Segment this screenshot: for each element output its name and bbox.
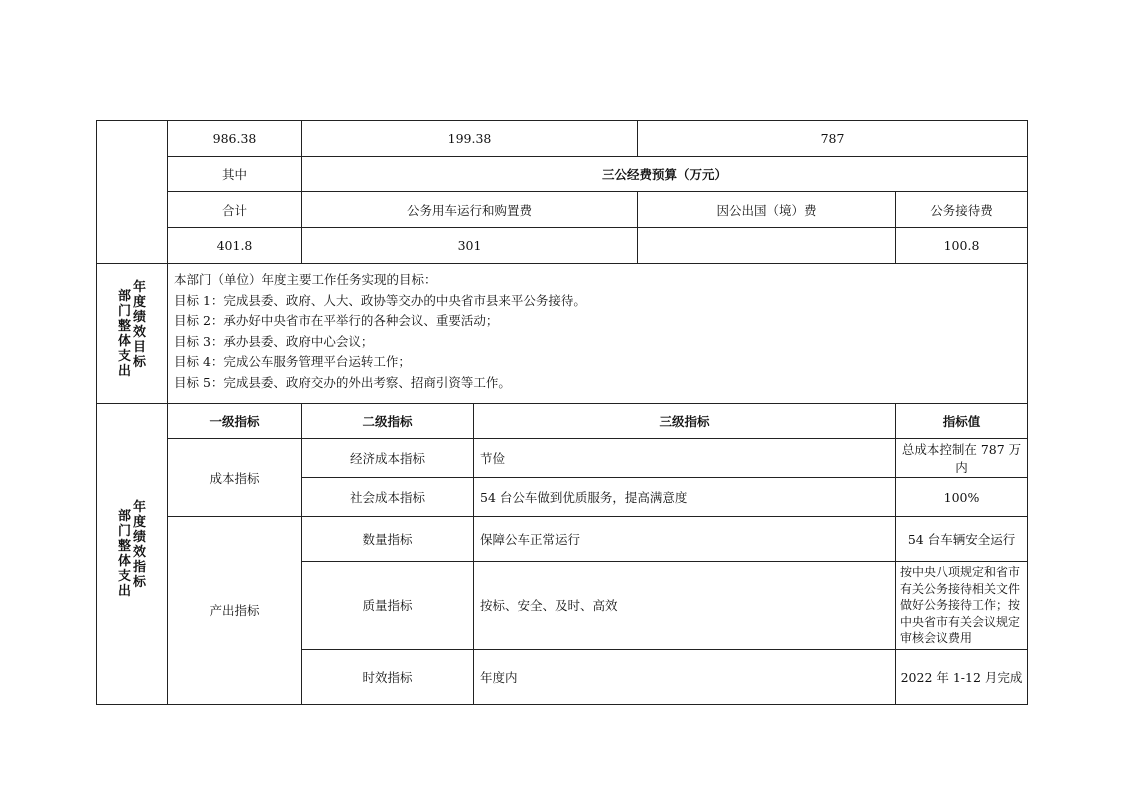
indicator-header-row (97, 404, 1028, 439)
budget-values-row (97, 121, 1028, 157)
cost-indicator-label: 成本指标 (168, 439, 302, 517)
goals-text (168, 264, 1028, 404)
goal-item: 目标 4：完成公车服务管理平台运转工作； (174, 354, 411, 369)
output-indicator-label: 产出指标 (168, 517, 302, 705)
sangong-amount-row (97, 228, 1028, 264)
project-budget-cell: 787 (638, 121, 1028, 157)
table-row (97, 439, 1028, 478)
sangong-header-row (97, 192, 1028, 228)
amount-total: 401.8 (168, 228, 302, 264)
header-total: 合计 (168, 192, 302, 228)
sangong-title-row (97, 157, 1028, 192)
value-cell: 100% (896, 478, 1028, 517)
level3-cell: 按标、安全、及时、高效 (474, 562, 896, 650)
header-overseas: 因公出国（境）费 (638, 192, 896, 228)
level3-cell: 节俭 (474, 439, 896, 478)
amount-overseas (638, 228, 896, 264)
header-level3: 三级指标 (474, 404, 896, 439)
amount-reception: 100.8 (896, 228, 1028, 264)
budget-side-cell (97, 121, 168, 264)
level2-cell: 社会成本指标 (302, 478, 474, 517)
document-page (96, 120, 1027, 705)
goal-item: 目标 5：完成县委、政府交办的外出考察、招商引资等工作。 (174, 374, 511, 390)
value-cell: 按中央八项规定和省市有关公务接待相关文件做好公务接待工作；按中央省市有关会议规定审核会议费用 (896, 562, 1028, 650)
level2-cell: 经济成本指标 (302, 439, 474, 478)
table-row (97, 517, 1028, 562)
level3-cell: 保障公车正常运行 (474, 517, 896, 562)
amount-vehicle: 301 (302, 228, 638, 264)
value-cell: 总成本控制在 787 万内 (896, 439, 1028, 478)
sangong-title: 三公经费预算（万元） (302, 157, 1028, 192)
indicators-side-label: 部 门 整 体 支 出 年 度 绩 效 指 标 (97, 404, 168, 705)
qizhong-label: 其中 (168, 157, 302, 192)
goal-item: 目标 2：承办好中央省市在平举行的各种会议、重要活动； (174, 313, 499, 328)
goals-side-label: 部 门 整 体 支 出 年 度 绩 效 目 标 (97, 264, 168, 404)
header-level2: 二级指标 (302, 404, 474, 439)
total-budget-cell: 986.38 (168, 121, 302, 157)
goals-row (97, 264, 1028, 404)
value-cell: 54 台车辆安全运行 (896, 517, 1028, 562)
header-reception: 公务接待费 (896, 192, 1028, 228)
budget-performance-table (96, 120, 1028, 705)
level3-cell: 54 台公车做到优质服务，提高满意度 (474, 478, 896, 517)
header-value: 指标值 (896, 404, 1028, 439)
value-cell: 2022 年 1-12 月完成 (896, 649, 1028, 704)
goal-item: 目标 1：完成县委、政府、人大、政协等交办的中央省市县来平公务接待。 (174, 292, 586, 308)
header-vehicle: 公务用车运行和购置费 (302, 192, 638, 228)
goal-item: 目标 3：承办县委、政府中心会议； (174, 333, 374, 349)
level2-cell: 时效指标 (302, 649, 474, 704)
level3-cell: 年度内 (474, 649, 896, 704)
basic-budget-cell: 199.38 (302, 121, 638, 157)
header-level1: 一级指标 (168, 404, 302, 439)
level2-cell: 数量指标 (302, 517, 474, 562)
goals-intro: 本部门（单位）年度主要工作任务实现的目标： (174, 272, 437, 287)
level2-cell: 质量指标 (302, 562, 474, 650)
